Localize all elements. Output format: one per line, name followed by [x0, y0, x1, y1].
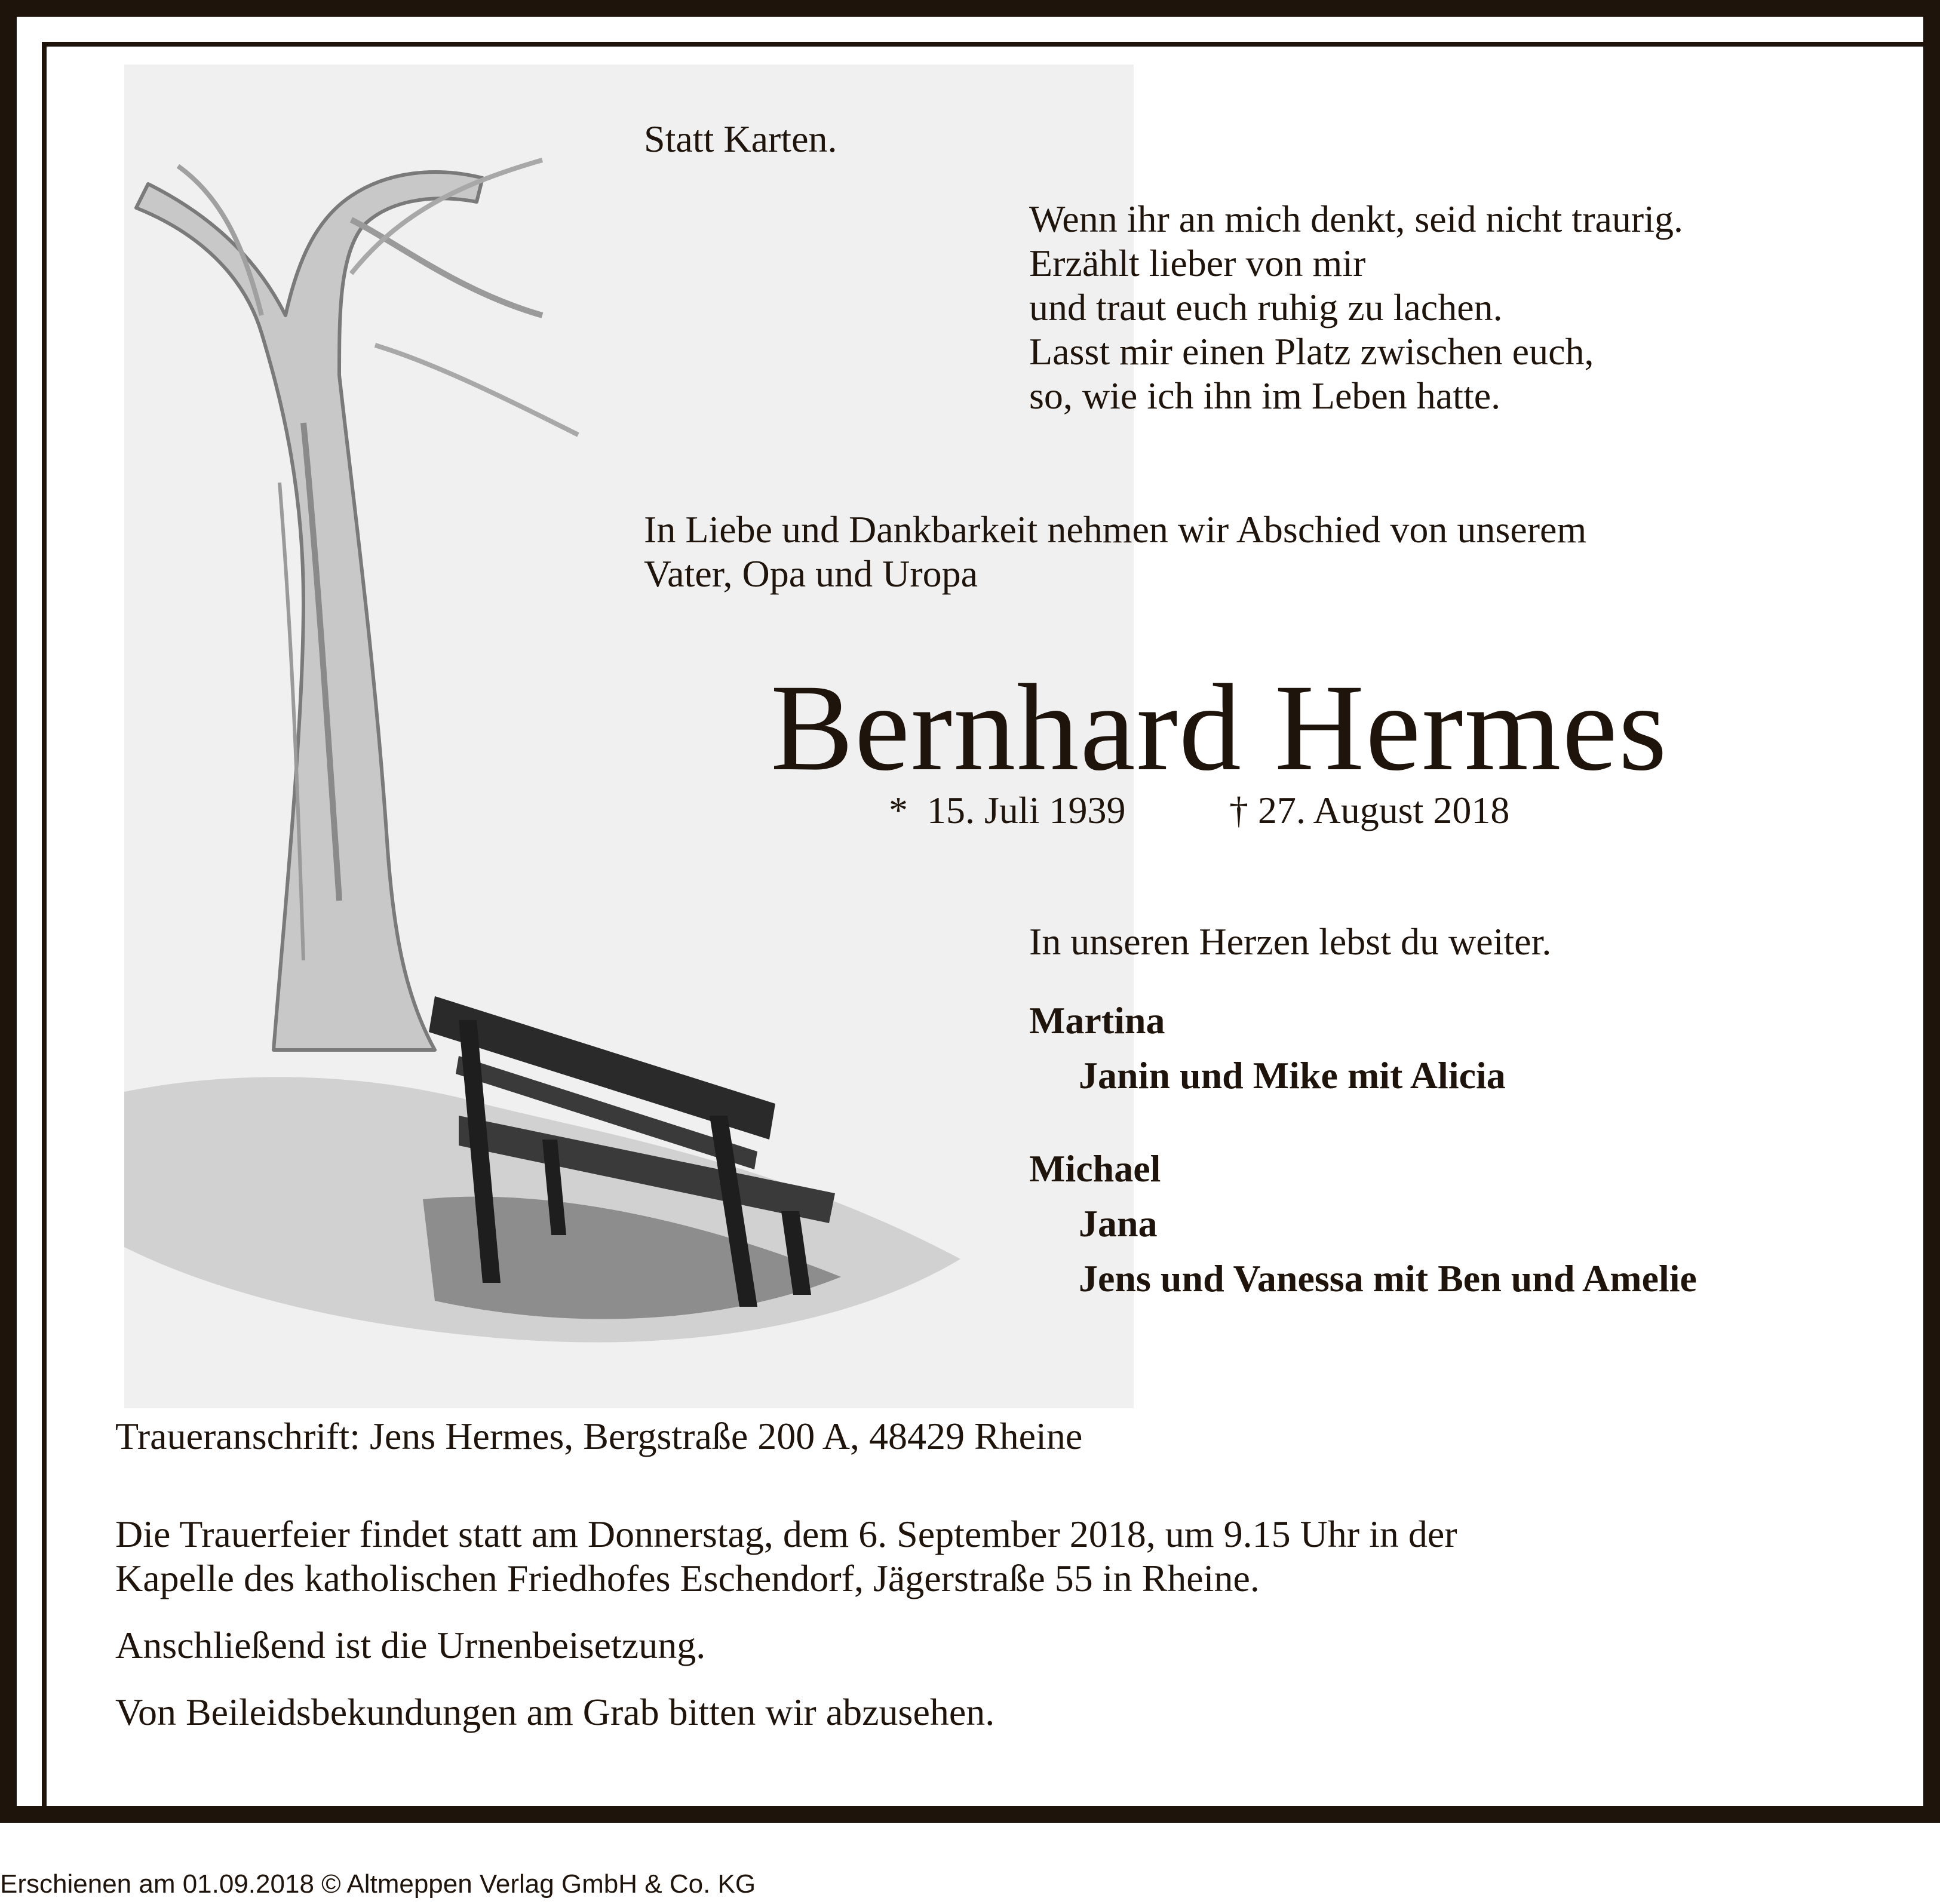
family-member-main: Michael [1029, 1147, 1161, 1190]
birth-date: * 15. Juli 1939 [889, 789, 1126, 831]
ceremony-line: Kapelle des katholischen Friedhofes Eschendorf, Jägerstraße 55 in Rheine. [115, 1557, 1260, 1599]
ceremony-line: Die Trauerfeier findet statt am Donnerstag, dem 6. September 2018, um 9.15 Uhr in der [115, 1513, 1457, 1555]
poem-line: und traut euch ruhig zu lachen. [1029, 286, 1503, 328]
death-date: † 27. August 2018 [1229, 789, 1510, 831]
deceased-name: Bernhard Hermes [771, 659, 1668, 796]
poem-line: Lasst mir einen Platz zwischen euch, [1029, 330, 1594, 373]
farewell-line: Vater, Opa und Uropa [644, 552, 978, 595]
poem-line: Erzählt lieber von mir [1029, 242, 1366, 284]
burial-text: Anschließend ist die Urnenbeisetzung. [115, 1624, 706, 1666]
mourning-address: Traueranschrift: Jens Hermes, Bergstraße 200 A, 48429 Rheine [115, 1415, 1083, 1457]
poem-line: Wenn ihr an mich denkt, seid nicht traurig. [1029, 198, 1683, 240]
family-member-sub: Janin und Mike mit Alicia [1079, 1054, 1506, 1097]
farewell-line: In Liebe und Dankbarkeit nehmen wir Abschied von unserem [644, 508, 1587, 551]
family-member-sub: Jana [1079, 1202, 1158, 1245]
poem-line: so, wie ich ihn im Leben hatte. [1029, 374, 1501, 417]
condolence-request: Von Beileidsbekundungen am Grab bitten wir abzusehen. [115, 1691, 995, 1733]
motto-text: In unseren Herzen lebst du weiter. [1029, 920, 1552, 963]
publication-footer: Erschienen am 01.09.2018 © Altmeppen Verlag GmbH & Co. KG [0, 1869, 756, 1899]
family-member-sub: Jens und Vanessa mit Ben und Amelie [1079, 1257, 1697, 1300]
intro-text: Statt Karten. [644, 118, 837, 160]
family-member-main: Martina [1029, 999, 1165, 1042]
